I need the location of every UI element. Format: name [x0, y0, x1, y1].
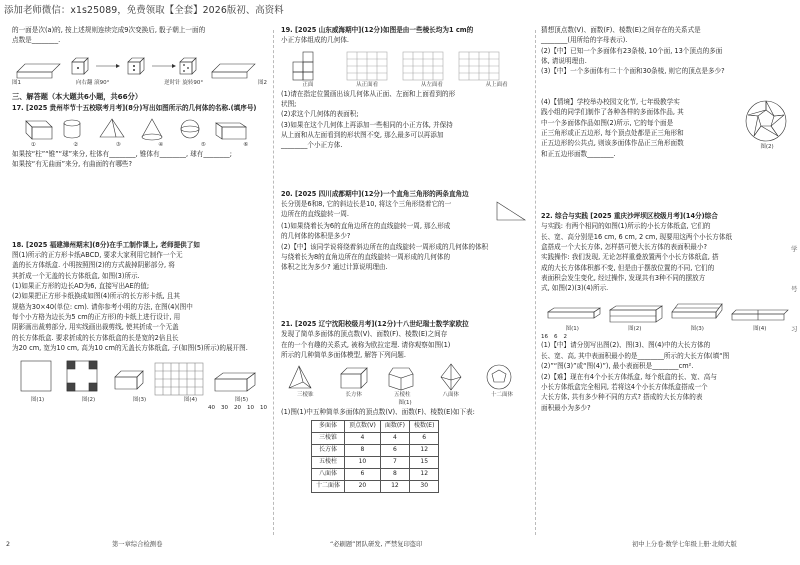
box-figures: [12, 357, 267, 397]
text-line: 发现了简单多面体的顶点数(V)、面数(F)、棱数(E)之间存: [281, 330, 448, 339]
table-cell: 十二面体: [312, 481, 345, 493]
caption: 正面: [302, 81, 314, 88]
caption: 向右翻 滚90°: [75, 79, 110, 86]
polyhedra-captions: [281, 392, 529, 400]
text-line: 的长方体纸盒. 要求折成的长方体纸盒的长是宽的2倍且长: [12, 333, 179, 342]
caption: ①: [30, 142, 36, 149]
text-line: 正三角形或正五边形, 每个顶点处都是正三角形和: [541, 128, 684, 137]
caption: ⑥: [243, 142, 249, 149]
dimension-label: 20: [234, 405, 241, 412]
text-line: (2)求这个几何体的表面积;: [281, 110, 359, 119]
dimension-label: 6: [554, 333, 558, 340]
caption: 从左面看: [420, 81, 443, 88]
caption: 八面体: [442, 392, 459, 399]
box-dimensions: [12, 405, 267, 413]
table-cell: 4: [380, 433, 409, 445]
caption: 从上面看: [485, 81, 508, 88]
text-line: (1)【中】请分别写出图(2)、图(3)、图(4)中的大长方体的: [541, 341, 711, 350]
question-22-head-text: 22. 综合与实践 [2025 重庆沙坪坝区校级月考](14分)综合: [541, 211, 718, 220]
text-line: 其折成一个无盖的长方体纸盒, 如图(3)所示.: [12, 271, 140, 280]
caption: 三棱锥: [296, 392, 314, 399]
box-captions: [12, 397, 267, 405]
promo-banner: 添加老师微信：x1s25089，免费领取【全套】2026版初、高资料: [4, 5, 284, 16]
footer-center: “必刷题”团队研发, 严禁复印盗印: [330, 541, 423, 548]
text-line: 与绕着长为8的直角边所在的直线旋转一周形成的几何体的: [281, 253, 451, 262]
text-line: ________(用所给的字母表示).: [541, 36, 628, 45]
text-line: 为20 cm, 宽为10 cm, 高为10 cm的无盖长方体纸盒, 子(如图(5)所示)的展开图.: [12, 344, 248, 353]
views-captions: [281, 82, 529, 90]
caption: 图(2): [81, 396, 96, 403]
text-line: 点数是________.: [12, 36, 61, 45]
caption: ④: [158, 142, 164, 149]
caption: 图(3): [690, 325, 704, 332]
caption: 五棱柱: [393, 392, 411, 399]
table-cell: 三棱锥: [312, 433, 345, 445]
text-line: 表面积会发生变化, 经过操作, 发现共有3种不同的摆放方: [541, 274, 706, 283]
solids-captions: [12, 142, 267, 150]
column-divider: [535, 30, 536, 535]
text-line: (2)如果把正方形卡纸换成如图(4)所示的长方形卡纸, 且其: [12, 292, 180, 301]
text-line: 的一面是次(a)的, 按上述规则连续完成9次变换后, 骰子朝上一面的: [12, 26, 206, 34]
caption: ③: [115, 142, 121, 149]
text-line: 实践操作: 我们发现, 无论怎样重叠放置两个小长方体纸盒, 搭: [541, 253, 719, 262]
dimension-label: 40: [208, 405, 215, 412]
text-line: 体积之比为多少? 通过计算说明理由.: [281, 263, 388, 272]
margin-mark: 号: [791, 285, 798, 293]
table-cell: 6: [409, 433, 438, 445]
text-line: 式, 如图(2)(3)(4)所示.: [541, 284, 609, 293]
table-cell: 15: [409, 457, 438, 469]
solids-diagram: [20, 115, 260, 143]
text-line: 在的一个有趣的关系式, 被称为欧拉定理. 请你观察如图(1): [281, 340, 451, 349]
right-triangle-icon: [493, 200, 529, 222]
text-line: (1)图(1)中五种简单多面体的顶点数(V)、面数(F)、棱数(E)如下表:: [281, 407, 475, 416]
text-line: 面积最小为多少?: [541, 403, 591, 412]
text-line: 从上面和从左面看到的形状图不变, 那么最多可以再添加: [281, 130, 444, 139]
table-cell: 7: [380, 457, 409, 469]
table-cell: 8: [380, 469, 409, 481]
caption: 长方体: [345, 392, 362, 399]
text-line: 践小组的同学们制作了各种各样的多面体作品, 其: [541, 108, 684, 117]
dimension-label: 10: [247, 405, 254, 412]
text-line: 如果按“柱”“锥”“球”来分, 柱体有________, 锥体有________, 球有________;: [12, 149, 232, 158]
caption: 逆时针 旋转90°: [164, 79, 204, 86]
polyhedra-figure: [281, 362, 529, 392]
dimension-label: 16: [541, 333, 548, 340]
text-line: 与实践: 有两个相同的如图(1)所示的小长方体纸盒, 它们的: [541, 222, 711, 231]
table-header: 棱数(E): [409, 421, 438, 433]
caption: 图(1): [30, 396, 45, 403]
table-row: [312, 469, 439, 481]
text-line: (3)如果在这个几何体上再添加一些相同的小正方体, 并保持: [281, 120, 453, 129]
text-line: (2)【难】现在有4个小长方体纸盒, 每个纸盒的长、宽、高与: [541, 372, 717, 381]
table-header: 面数(F): [380, 421, 409, 433]
long-box-diagram: [544, 296, 789, 326]
table-cell: 30: [409, 481, 438, 493]
margin-mark: 习: [791, 325, 798, 333]
margin-mark: 学: [791, 245, 798, 253]
text-line: 长、宽、高分别是16 cm, 6 cm, 2 cm, 现要用这两个小长方体纸: [541, 232, 733, 241]
text-line: 盒搭成一个大长方体, 怎样搭可使大长方体的表面积最小?: [541, 243, 707, 252]
table-cell: 4: [345, 433, 381, 445]
text-line: (2)”“图(3)”或“图(4)”), 最小表面积是________cm².: [541, 362, 694, 371]
caption: 从正面看: [356, 81, 379, 88]
text-line: (1)请在指定位置画出该几何体从正面、左面和上面看到的形: [281, 89, 456, 98]
caption: ⑤: [200, 142, 206, 149]
caption: ②: [73, 142, 79, 149]
box-net-diagram: [15, 357, 265, 397]
caption: 十二面体: [490, 392, 513, 399]
text-line: (2)【中】已知一个多面体有23条棱, 10个面, 13个顶点的多面: [541, 46, 723, 55]
dimension-label: 30: [221, 405, 228, 412]
question-20-head: 20. [2025 四川成都期中](12分)一个直角三角形的两条直角边: [281, 189, 469, 198]
table-cell: 12: [409, 469, 438, 481]
table-cell: 20: [345, 481, 381, 493]
boxes-figure: [541, 296, 791, 326]
text-line: 状图;: [281, 99, 297, 108]
table-cell: 12: [380, 481, 409, 493]
dice-figure: [12, 48, 267, 82]
text-line: 成的大长方体体积都不变, 但是由于摆放位置的不同, 它们的: [541, 263, 715, 272]
table-cell: 8: [345, 445, 381, 457]
caption: 图(3): [132, 396, 147, 403]
caption: 图(1): [565, 325, 579, 332]
page-number: 2: [6, 541, 11, 548]
table-cell: 12: [409, 445, 438, 457]
dimension-label: 10: [260, 405, 267, 412]
table-row: [312, 433, 439, 445]
caption: 图(5): [234, 396, 249, 403]
text-line: 的几何体的体积是多少?: [281, 232, 351, 241]
caption: 图1: [12, 79, 21, 86]
cube-views-diagram: [285, 48, 525, 82]
solids-figure: [12, 115, 267, 143]
text-line: 小长方体纸盒完全相同, 若将这4个小长方体纸盒搭成一个: [541, 382, 708, 391]
caption: 图(2): [760, 143, 774, 150]
table-cell: 八面体: [312, 469, 345, 481]
text-line: 小正方体组成的几何体.: [281, 36, 350, 45]
text-line: 中一个多面体作品如图(2)所示, 它的每个面是: [541, 118, 674, 127]
question-22-head: [541, 212, 791, 221]
text-line: 如果按“有无曲面”来分, 有曲面的有哪些?: [12, 160, 133, 169]
table-row: [312, 481, 439, 493]
polyhedra-diagram: [285, 362, 525, 392]
table-row: [312, 445, 439, 457]
table-header: 多面体: [312, 421, 345, 433]
text-line: 盖的长方体纸盒. 小明按照图(2)的方式裁掉阴影部分, 将: [12, 261, 175, 270]
boxes-captions: [541, 326, 791, 334]
caption: 图2: [257, 79, 267, 86]
text-line: 所示的几种简单多面体模型, 解答下列问题.: [281, 350, 406, 359]
table-cell: 五棱柱: [312, 457, 345, 469]
views-figure: [281, 48, 529, 82]
caption: 图(4): [183, 396, 198, 403]
text-line: 和正五边形面数________.: [541, 149, 616, 158]
column-left: [12, 26, 267, 413]
dice-transform-diagram: [12, 52, 257, 82]
column-middle: [281, 26, 529, 493]
euler-table: [311, 420, 439, 493]
table-cell: 长方体: [312, 445, 345, 457]
text-line: 体, 请说明理由.: [541, 57, 587, 66]
icosidodecahedron-icon: [743, 98, 789, 144]
text-line: (4)【情境】学校举办校园文化节, 七年级教学实: [541, 97, 680, 106]
text-line: (1)如果正方形的边长AD为6, 直接写出AE的值;: [12, 282, 150, 291]
caption: 图(4): [753, 325, 767, 332]
text-line: 大长方体, 共有多少种不同的方式? 搭成的大长方体的表: [541, 393, 703, 402]
question-18-head: 18. [2025 福建漳州期末](8分)在手工制作课上, 老师提供了如: [12, 240, 200, 249]
column-divider: [273, 30, 274, 535]
text-line: 猜想顶点数(V)、面数(F)、棱数(E)之间存在的关系式是: [541, 26, 701, 34]
text-line: 长分别是6和8, 它的斜边长是10, 将这个三角形绕着它的一: [281, 200, 452, 209]
question-19-head: 19. [2025 山东威海期中](12分)如图是由一些棱长均为1 cm的: [281, 26, 474, 34]
footer-right: 初中上分卷·数学七年级上册·北师大版: [632, 541, 737, 548]
text-line: (2)【中】该同学说将绕着斜边所在的直线旋转一周形成的几何体的体积: [281, 242, 489, 251]
question-17-head: 17. [2025 贵州毕节十五校联考月考](8分)写出如图所示的几何体的名称.(填序号): [12, 103, 257, 112]
text-line: 阴影画出裁剪部分, 用实线画出裁剪线, 使其折成一个无盖: [12, 323, 179, 332]
text-line: (1)如果绕着长为6的直角边所在的直线旋转一周, 那么形成: [281, 222, 451, 231]
table-row: [312, 457, 439, 469]
text-line: 规格为30×40(单位: cm). 请你参考小明的方法, 在图(4)(图中: [12, 302, 193, 311]
section-title: 三、解答题（本大题共6小题，共66分）: [12, 91, 143, 101]
caption: 图(1): [398, 400, 412, 407]
table-cell: 10: [345, 457, 381, 469]
table-header-row: [312, 421, 439, 433]
text-line: 图(1)所示的正方形卡纸ABCD, 要求大家利用它制作一个无: [12, 250, 183, 259]
table-cell: 6: [380, 445, 409, 457]
table-header: 顶点数(V): [345, 421, 381, 433]
text-line: ________个小正方体.: [281, 141, 343, 150]
footer-left: 第一章综合检测卷: [112, 541, 163, 548]
text-line: 正五边形的公共点, 则该多面体作品正三角形面数: [541, 139, 684, 148]
text-line: 边所在的直线旋转一周.: [281, 210, 350, 219]
dimension-label: 2: [563, 333, 567, 340]
text-line: (3)【中】一个多面体有二十个面和30条棱, 则它的顶点是多少?: [541, 67, 725, 76]
column-right: [541, 26, 791, 414]
table-cell: 6: [345, 469, 381, 481]
text-line: 每个小方格为边长为5 cm的正方形)的卡纸上进行设计, 用: [12, 313, 181, 322]
question-21-head: 21. [2025 辽宁沈阳校级月考](12分)十八世纪瑞士数学家欧拉: [281, 319, 469, 328]
caption: 图(2): [628, 325, 642, 332]
text-line: 长、宽、高, 其中表面积最小的是________所示的大长方体(填“图: [541, 351, 730, 360]
